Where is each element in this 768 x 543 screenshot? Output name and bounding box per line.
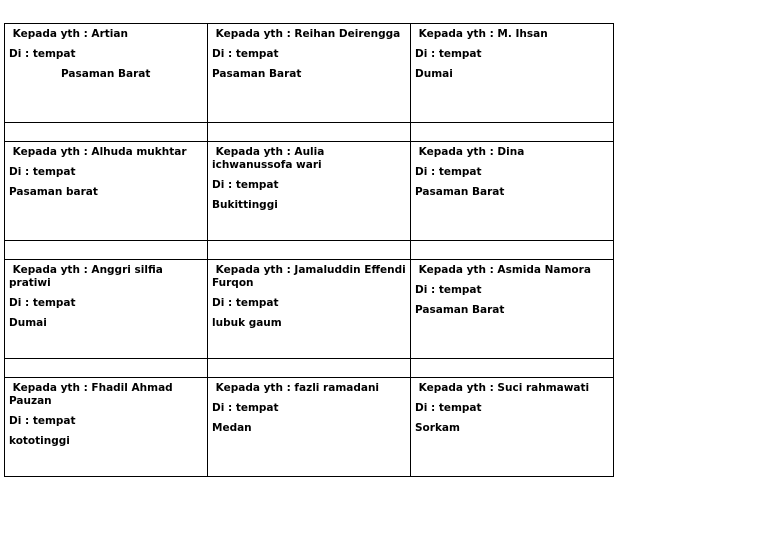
destination-line: Di : tempat	[9, 48, 76, 60]
recipient-line: Kepada yth : M. Ihsan	[415, 28, 548, 40]
spacer-cell	[411, 241, 614, 260]
recipient-line: Kepada yth : Artian	[9, 28, 128, 40]
city-line: lubuk gaum	[212, 317, 282, 329]
destination-line: Di : tempat	[212, 179, 279, 191]
address-label	[411, 24, 614, 123]
spacer-cell	[208, 123, 411, 142]
destination-line: Di : tempat	[212, 402, 279, 414]
address-label	[5, 260, 208, 359]
recipient-line: Kepada yth : Asmida Namora	[415, 264, 591, 276]
address-label-table	[4, 23, 614, 477]
address-label	[208, 260, 411, 359]
city-line: kototinggi	[9, 435, 70, 447]
city-line: Pasaman barat	[9, 186, 98, 198]
label-row	[5, 24, 614, 123]
destination-line: Di : tempat	[415, 402, 482, 414]
city-line: Bukittinggi	[212, 199, 278, 211]
label-row	[5, 378, 614, 477]
destination-line: Di : tempat	[9, 166, 76, 178]
spacer-cell	[208, 241, 411, 260]
city-line: Pasaman Barat	[212, 68, 302, 80]
spacer-cell	[208, 359, 411, 378]
label-row	[5, 260, 614, 359]
city-line: Pasaman Barat	[415, 304, 505, 316]
destination-line: Di : tempat	[415, 48, 482, 60]
recipient-line: Kepada yth : Aulia ichwanussofa wari	[212, 146, 328, 171]
recipient-line: Kepada yth : Jamaluddin Effendi Furqon	[212, 264, 410, 289]
destination-line: Di : tempat	[212, 48, 279, 60]
spacer-row	[5, 241, 614, 260]
destination-line: Di : tempat	[415, 284, 482, 296]
address-label	[5, 24, 208, 123]
destination-line: Di : tempat	[9, 297, 76, 309]
spacer-cell	[5, 241, 208, 260]
recipient-line: Kepada yth : Fhadil Ahmad Pauzan	[9, 382, 177, 407]
address-label	[411, 142, 614, 241]
spacer-cell	[411, 123, 614, 142]
city-line: Pasaman Barat	[61, 68, 151, 80]
address-label	[411, 260, 614, 359]
city-line: Dumai	[9, 317, 47, 329]
city-line: Pasaman Barat	[415, 186, 505, 198]
spacer-cell	[411, 359, 614, 378]
label-row	[5, 142, 614, 241]
destination-line: Di : tempat	[9, 415, 76, 427]
destination-line: Di : tempat	[212, 297, 279, 309]
address-label	[411, 378, 614, 477]
address-label	[208, 378, 411, 477]
spacer-row	[5, 123, 614, 142]
address-label	[208, 142, 411, 241]
address-label	[5, 378, 208, 477]
city-line: Medan	[212, 422, 252, 434]
recipient-line: Kepada yth : Dina	[415, 146, 525, 158]
destination-line: Di : tempat	[415, 166, 482, 178]
spacer-row	[5, 359, 614, 378]
address-label	[5, 142, 208, 241]
recipient-line: Kepada yth : Alhuda mukhtar	[9, 146, 187, 158]
spacer-cell	[5, 123, 208, 142]
recipient-line: Kepada yth : fazli ramadani	[212, 382, 380, 394]
address-label	[208, 24, 411, 123]
recipient-line: Kepada yth : Reihan Deirengga	[212, 28, 401, 40]
city-line: Dumai	[415, 68, 453, 80]
city-line: Sorkam	[415, 422, 460, 434]
spacer-cell	[5, 359, 208, 378]
recipient-line: Kepada yth : Suci rahmawati	[415, 382, 590, 394]
recipient-line: Kepada yth : Anggri silfia pratiwi	[9, 264, 167, 289]
